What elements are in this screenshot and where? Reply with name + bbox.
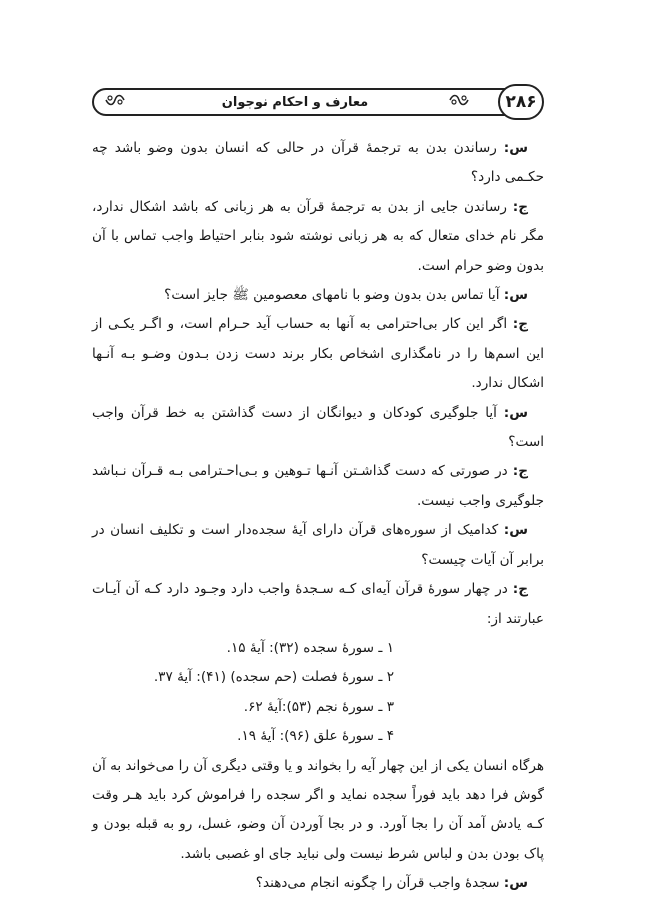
question-text: کدامیک از سوره‌های قرآن دارای آیهٔ سجده‌دار است و تکلیف انسان در برابر آن آیات چیست؟: [92, 522, 544, 568]
answer-label: ج:: [512, 198, 528, 215]
answer-text: در صورتی که دست گذاشـتن آنـها تـوهین و بـی‌احـترامی بـه قـرآن نـباشد جلوگیری واجب نیست.: [92, 463, 544, 509]
sajdah-verse-list: [92, 634, 544, 752]
list-item: ۴ ـ سورهٔ علق (۹۶): آیهٔ ۱۹.: [237, 728, 394, 745]
list-item: ۲ ـ سورهٔ فصلت (حم سجده) (۴۱): آیهٔ ۳۷.: [153, 669, 394, 686]
answer-label: ج:: [512, 316, 528, 333]
answer-block: [92, 193, 544, 281]
answer-text: اگر این کار بی‌احترامی به آنها به حساب آید حـرام است، و اگـر یکـی از این اسم‌ها را در نامگذاری اشخاص بکار برند دست زدن بـدون وضـو بـه آنـها اشکال ندارد.: [92, 316, 544, 392]
question-label: س:: [503, 140, 528, 156]
page-number: ۲۸۶: [498, 84, 544, 120]
answer-block: [92, 457, 544, 516]
list-item: ۱ ـ سورهٔ سجده (۳۲): آیهٔ ۱۵.: [226, 639, 394, 656]
question-label: س:: [503, 404, 528, 421]
question-text: رساندن بدن به ترجمهٔ قرآن در حالی که انسان بدون وضو باشد چه حکـمی دارد؟: [92, 140, 544, 186]
page-header: [92, 84, 544, 120]
question-text: سجدهٔ واجب قرآن را چگونه انجام می‌دهند؟: [255, 875, 504, 892]
question-block: [92, 281, 544, 310]
page-content: [92, 134, 544, 899]
question-text: آیا جلوگیری کودکان و دیوانگان از دست گذاشتن به خط قرآن واجب است؟: [92, 404, 544, 451]
list-item: ۳ ـ سورهٔ نجم (۵۳):آیهٔ ۶۲.: [243, 698, 394, 715]
question-block: [92, 869, 544, 898]
question-label: س:: [503, 287, 528, 304]
question-block: [92, 134, 544, 193]
body-paragraph: هرگاه انسان یکی از این چهار آیه را بخواند و یا وقتی دیگری آن را می‌خواند به آن گوش فرا دهد باید فوراً سجده نماید و اگر سجده را فراموش کرد باید هـر وقت کـه یادش آمد آن را بجا آورد. و در بجا آوردن آن وضو، غسل، رو به قبله بودن و پاک بودن بدن و لباس شرط نیست ولی نباید جای او غصبی باشد.: [92, 757, 544, 862]
answer-label: ج:: [512, 581, 528, 598]
question-label: س:: [503, 875, 528, 892]
answer-block: [92, 575, 544, 634]
answer-text: رساندن جایی از بدن به ترجمهٔ قرآن به هر زبانی که باشد اشکال ندارد، مگر نام خدای متعال که به هر زبانی نوشته شود بنابر احتیاط واجب تماس با آن بدون وضو حرام است.: [92, 198, 544, 274]
book-title: معارف و احکام نوجوان: [221, 94, 369, 110]
ornament-right-icon: [448, 92, 470, 112]
answer-label: ج:: [512, 463, 528, 480]
question-label: س:: [503, 522, 528, 539]
answer-block: [92, 310, 544, 398]
answer-text: در چهار سورهٔ قرآن آیه‌ای کـه سـجدهٔ واجب دارد وجـود دارد کـه آن آیـات عبارتند از:: [92, 581, 544, 627]
question-block: [92, 399, 544, 458]
question-text: آیا تماس بدن بدون وضو با نامهای معصومین ﷺ جایز است؟: [164, 287, 504, 304]
question-block: [92, 516, 544, 575]
ornament-left-icon: [104, 92, 126, 112]
